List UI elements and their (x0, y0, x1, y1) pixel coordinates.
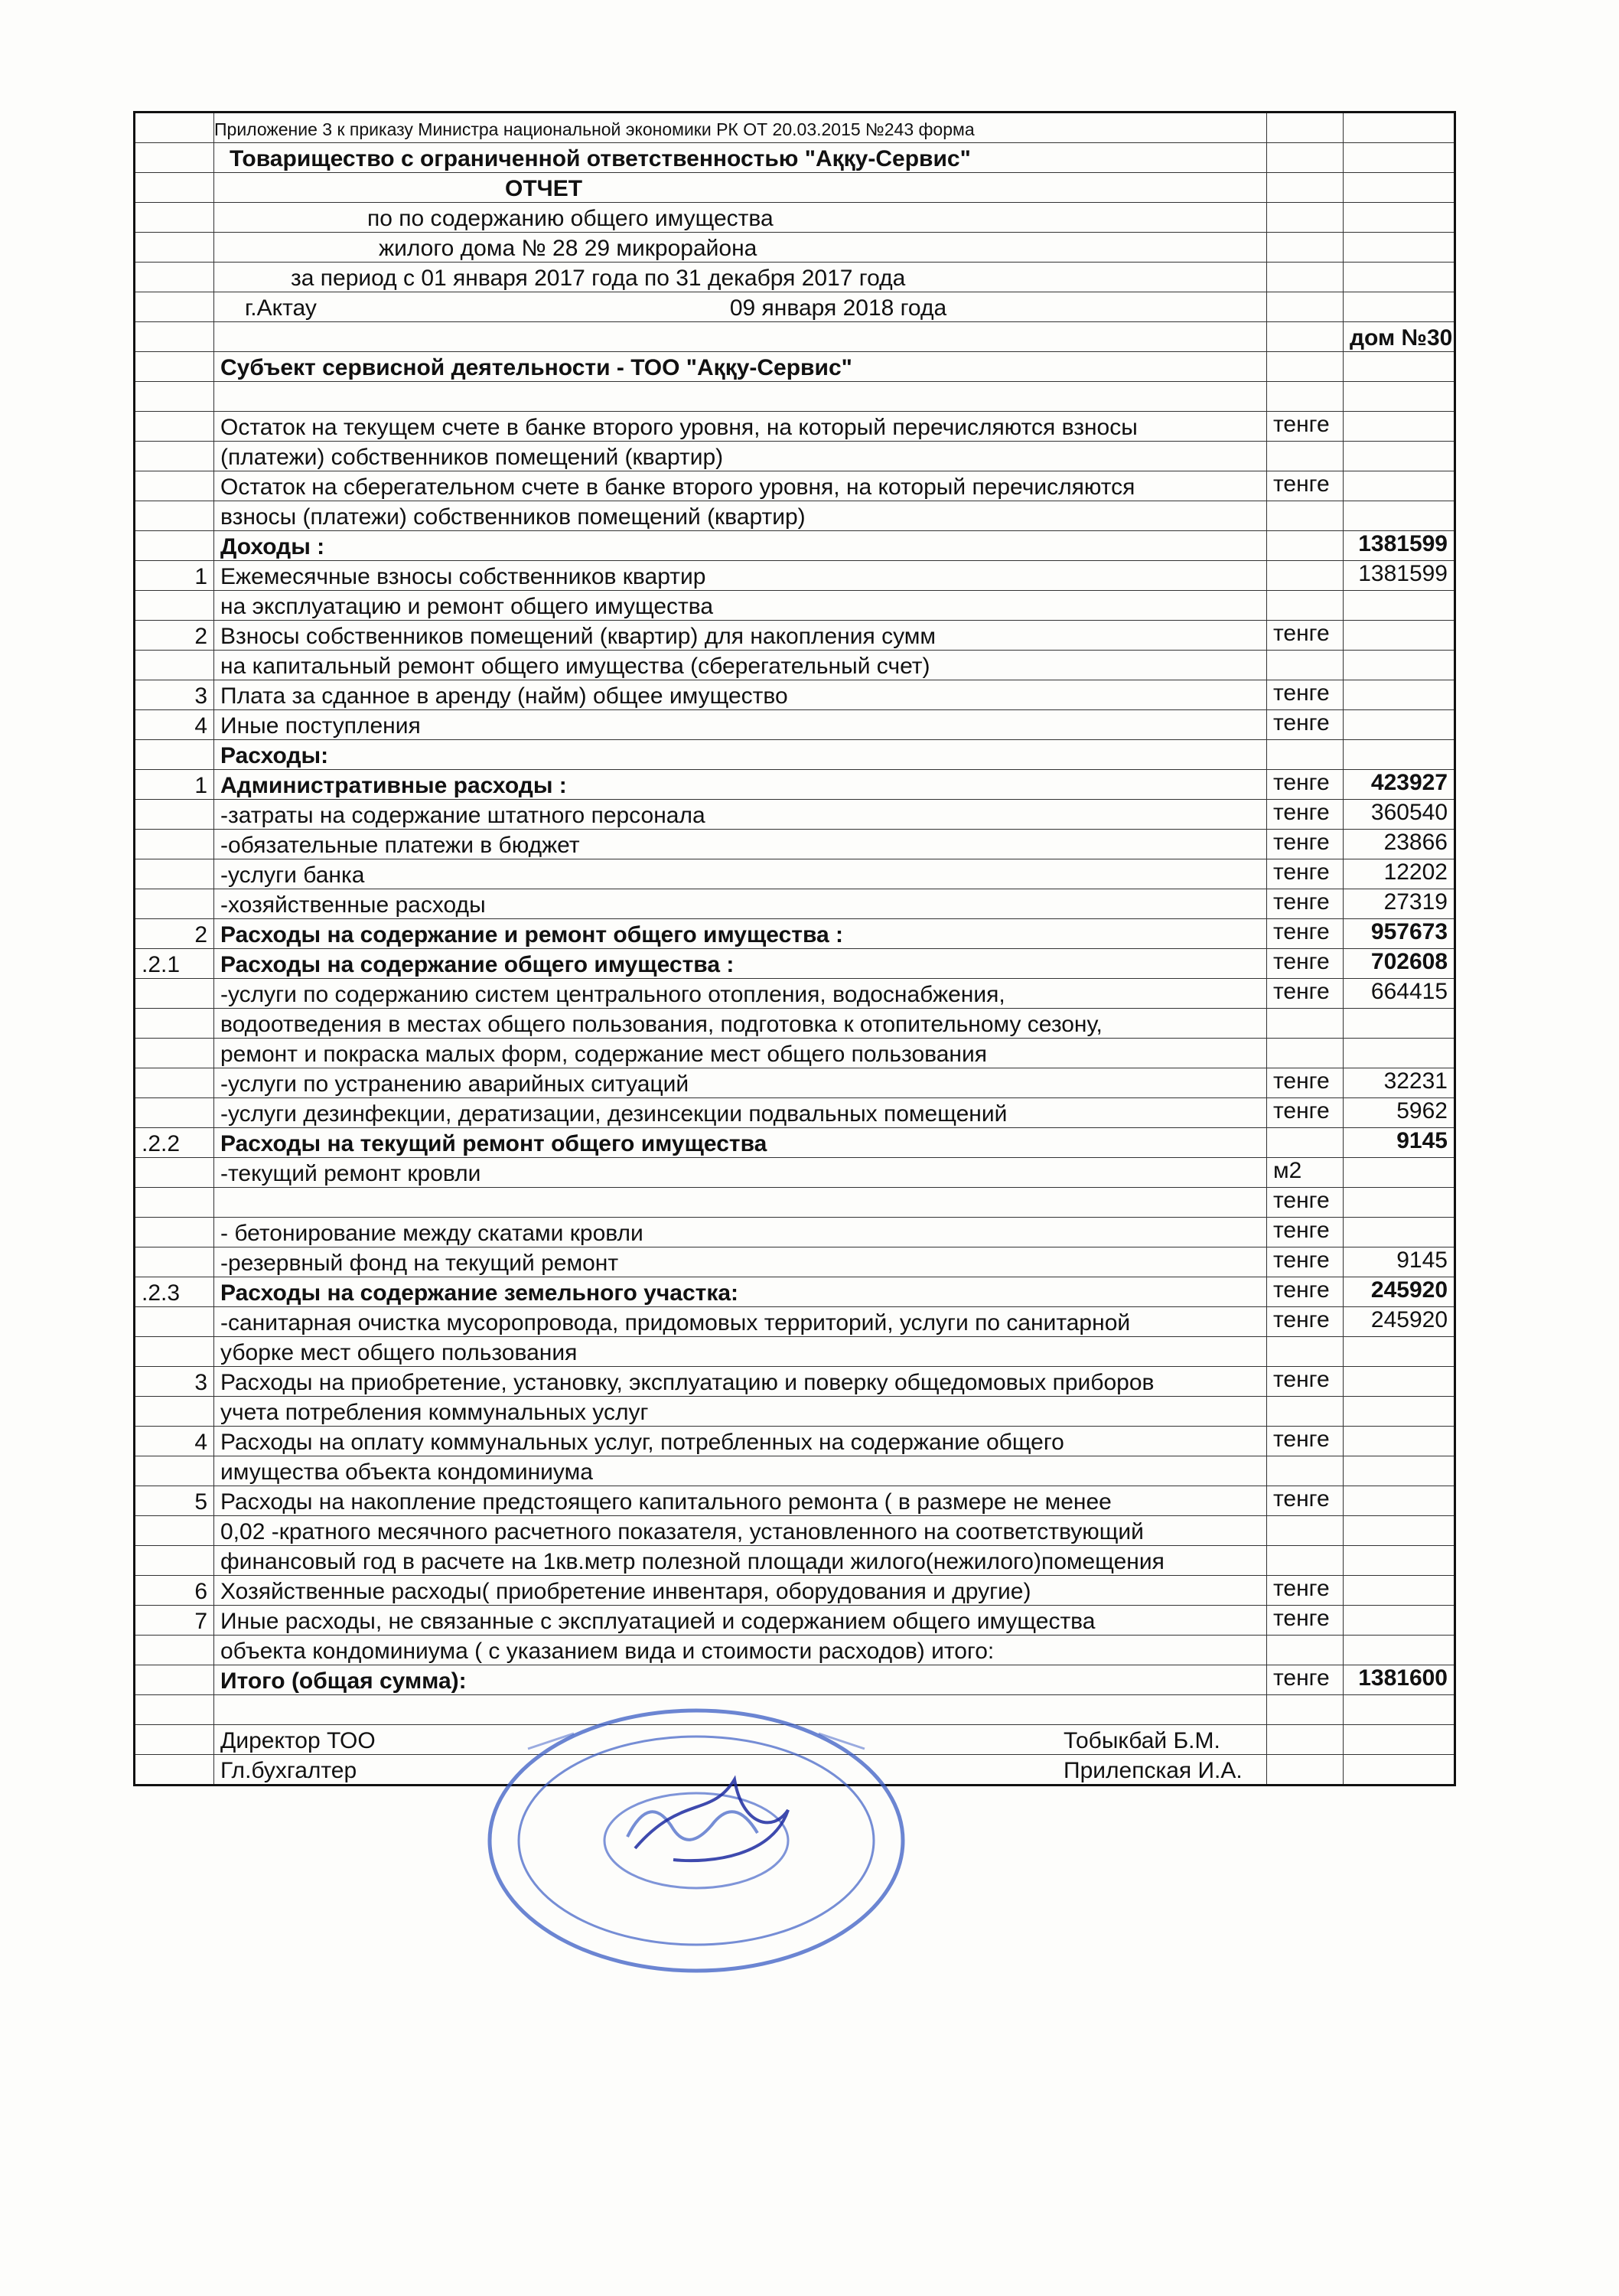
table-row (135, 1188, 1455, 1218)
row-unit (1267, 1546, 1344, 1576)
row-description: имущества объекта кондоминиума (214, 1456, 1267, 1486)
table-row (135, 1546, 1455, 1576)
table-row (135, 1606, 1455, 1636)
row-description: взносы (платежи) собственников помещений (квартир) (214, 501, 1267, 531)
table-row (135, 412, 1455, 442)
row-unit: тенге (1267, 1576, 1344, 1606)
row-value: 360540 (1344, 800, 1455, 830)
row-description: -услуги банка (214, 859, 1267, 889)
table-row (135, 651, 1455, 680)
row-number: 6 (135, 1576, 214, 1606)
row-description: -услуги дезинфекции, дератизации, дезинсекции подвальных помещений (214, 1098, 1267, 1128)
row-number: .2.2 (135, 1128, 214, 1158)
row-description: 0,02 -кратного месячного расчетного показателя, установленного на соответствующий (214, 1516, 1267, 1546)
row-description (214, 1188, 1267, 1218)
row-number (135, 382, 214, 412)
row-unit (1267, 591, 1344, 621)
row-value (1344, 412, 1455, 442)
row-number (135, 1397, 214, 1427)
table-row (135, 830, 1455, 859)
row-number: 7 (135, 1606, 214, 1636)
appendix-text: Приложение 3 к приказу Министра национальной экономики РК ОТ 20.03.2015 №243 форма (214, 113, 1267, 143)
row-unit: тенге (1267, 949, 1344, 979)
accountant-row (135, 1755, 1455, 1786)
row-value: 1381600 (1344, 1665, 1455, 1695)
row-value: 1381599 (1344, 531, 1455, 561)
row-value (1344, 1516, 1455, 1546)
row-number: 2 (135, 621, 214, 651)
row-description: Плата за сданное в аренду (найм) общее имущество (214, 680, 1267, 710)
row-value: 664415 (1344, 979, 1455, 1009)
row-number (135, 1218, 214, 1247)
row-description: учета потребления коммунальных услуг (214, 1397, 1267, 1427)
table-row (135, 1427, 1455, 1456)
row-unit: тенге (1267, 919, 1344, 949)
row-unit (1267, 1009, 1344, 1039)
signature-scribble (635, 1779, 788, 1861)
row-number (135, 1307, 214, 1337)
row-description: Остаток на текущем счете в банке второго уровня, на который перечисляются взносы (214, 412, 1267, 442)
row-unit (1267, 501, 1344, 531)
row-unit: тенге (1267, 680, 1344, 710)
appendix-row (135, 113, 1455, 143)
table-row (135, 710, 1455, 740)
row-description: Доходы : (214, 531, 1267, 561)
row-description: -затраты на содержание штатного персонала (214, 800, 1267, 830)
report-rows (135, 382, 1455, 1695)
row-description: финансовый год в расчете на 1кв.метр полезной площади жилого(нежилого)помещения (214, 1546, 1267, 1576)
report-title: ОТЧЕТ (214, 173, 1267, 203)
row-description: -услуги по содержанию систем центрального отопления, водоснабжения, (214, 979, 1267, 1009)
period-row (135, 263, 1455, 292)
row-number (135, 1665, 214, 1695)
row-value (1344, 1397, 1455, 1427)
row-value (1344, 1009, 1455, 1039)
row-number (135, 1456, 214, 1486)
row-value (1344, 1606, 1455, 1636)
table-row (135, 1665, 1455, 1695)
table-row (135, 621, 1455, 651)
row-unit: тенге (1267, 1427, 1344, 1456)
subtitle-row-2 (135, 233, 1455, 263)
report-subtitle-2: жилого дома № 28 29 микрорайона (214, 233, 1267, 263)
table-row (135, 561, 1455, 591)
row-unit (1267, 1128, 1344, 1158)
row-description (214, 382, 1267, 412)
row-unit: тенге (1267, 800, 1344, 830)
row-unit: тенге (1267, 1068, 1344, 1098)
row-number (135, 740, 214, 770)
row-unit (1267, 1456, 1344, 1486)
table-row (135, 1247, 1455, 1277)
row-unit (1267, 442, 1344, 471)
row-unit: тенге (1267, 471, 1344, 501)
row-description: Расходы на содержание общего имущества : (214, 949, 1267, 979)
table-row (135, 1158, 1455, 1188)
row-unit: тенге (1267, 830, 1344, 859)
report-body (135, 113, 1455, 382)
table-row (135, 501, 1455, 531)
row-unit (1267, 1337, 1344, 1367)
city-date-row (135, 292, 1455, 322)
city: г.Актау (245, 295, 317, 321)
row-description: Хозяйственные расходы( приобретение инвентаря, оборудования и другие) (214, 1576, 1267, 1606)
row-value (1344, 651, 1455, 680)
table-row (135, 919, 1455, 949)
row-unit (1267, 651, 1344, 680)
row-value: 245920 (1344, 1277, 1455, 1307)
row-value: 1381599 (1344, 561, 1455, 591)
row-number (135, 859, 214, 889)
table-row (135, 531, 1455, 561)
table-row (135, 949, 1455, 979)
row-description: на эксплуатацию и ремонт общего имущества (214, 591, 1267, 621)
row-description: объекта кондоминиума ( с указанием вида и стоимости расходов) итого: (214, 1636, 1267, 1665)
director-row (135, 1725, 1455, 1755)
row-value (1344, 442, 1455, 471)
row-unit: тенге (1267, 1277, 1344, 1307)
row-number (135, 1158, 214, 1188)
row-value: 23866 (1344, 830, 1455, 859)
row-number (135, 1337, 214, 1367)
row-description: - бетонирование между скатами кровли (214, 1218, 1267, 1247)
row-value (1344, 471, 1455, 501)
row-number (135, 1546, 214, 1576)
accountant-name: Прилепская И.А. (1064, 1758, 1243, 1783)
row-description: уборке мест общего пользования (214, 1337, 1267, 1367)
row-description: Расходы на текущий ремонт общего имущества (214, 1128, 1267, 1158)
row-number (135, 501, 214, 531)
row-unit: тенге (1267, 1486, 1344, 1516)
row-number (135, 830, 214, 859)
table-row (135, 1218, 1455, 1247)
row-value (1344, 501, 1455, 531)
empty-row (135, 1695, 1455, 1725)
row-value (1344, 1188, 1455, 1218)
row-value (1344, 1636, 1455, 1665)
row-description: Иные поступления (214, 710, 1267, 740)
house-number: дом №30 (1344, 322, 1455, 352)
row-number: 1 (135, 561, 214, 591)
house-row (135, 322, 1455, 352)
row-value (1344, 710, 1455, 740)
row-value: 9145 (1344, 1128, 1455, 1158)
row-value (1344, 1039, 1455, 1068)
table-row (135, 1068, 1455, 1098)
row-description: Расходы на содержание земельного участка: (214, 1277, 1267, 1307)
row-value: 27319 (1344, 889, 1455, 919)
table-row (135, 1367, 1455, 1397)
row-number: 3 (135, 680, 214, 710)
row-description: Ежемесячные взносы собственников квартир (214, 561, 1267, 591)
table-row (135, 1397, 1455, 1427)
row-unit: тенге (1267, 710, 1344, 740)
row-number: 1 (135, 770, 214, 800)
row-value (1344, 1486, 1455, 1516)
row-number (135, 979, 214, 1009)
row-description: -обязательные платежи в бюджет (214, 830, 1267, 859)
row-number (135, 1098, 214, 1128)
row-unit (1267, 531, 1344, 561)
row-number (135, 531, 214, 561)
row-number (135, 591, 214, 621)
row-number (135, 1068, 214, 1098)
row-unit: тенге (1267, 770, 1344, 800)
table-row (135, 800, 1455, 830)
row-unit: м2 (1267, 1158, 1344, 1188)
table-row (135, 1486, 1455, 1516)
row-unit: тенге (1267, 1367, 1344, 1397)
row-description: Взносы собственников помещений (квартир) для накопления сумм (214, 621, 1267, 651)
row-value (1344, 1546, 1455, 1576)
row-description: водоотведения в местах общего пользования, подготовка к отопительному сезону, (214, 1009, 1267, 1039)
row-value (1344, 1367, 1455, 1397)
table-row (135, 1098, 1455, 1128)
row-value: 245920 (1344, 1307, 1455, 1337)
table-row (135, 1636, 1455, 1665)
report-period: за период с 01 января 2017 года по 31 декабря 2017 года (214, 263, 1267, 292)
director-label: Директор ТОО (220, 1728, 376, 1753)
row-unit: тенге (1267, 1606, 1344, 1636)
table-row (135, 889, 1455, 919)
row-value (1344, 1158, 1455, 1188)
row-value (1344, 382, 1455, 412)
row-description: ремонт и покраска малых форм, содержание мест общего пользования (214, 1039, 1267, 1068)
company-name: Товарищество с ограниченной ответственностью "Аққу-Сервис" (214, 143, 1267, 173)
row-value (1344, 740, 1455, 770)
director-name: Тобыкбай Б.М. (1064, 1728, 1220, 1753)
row-number (135, 1039, 214, 1068)
row-unit: тенге (1267, 1307, 1344, 1337)
row-number: 4 (135, 1427, 214, 1456)
row-number (135, 889, 214, 919)
table-row (135, 1337, 1455, 1367)
table-row (135, 1456, 1455, 1486)
row-description: Расходы на накопление предстоящего капитального ремонта ( в размере не менее (214, 1486, 1267, 1516)
row-value: 957673 (1344, 919, 1455, 949)
row-number: 3 (135, 1367, 214, 1397)
table-row (135, 442, 1455, 471)
signature-block (135, 1695, 1455, 1786)
row-value (1344, 1576, 1455, 1606)
table-row (135, 1516, 1455, 1546)
row-number (135, 1188, 214, 1218)
row-value: 12202 (1344, 859, 1455, 889)
report-table (133, 111, 1456, 1786)
row-unit: тенге (1267, 1665, 1344, 1695)
row-number: .2.1 (135, 949, 214, 979)
table-row (135, 471, 1455, 501)
row-value (1344, 1337, 1455, 1367)
row-value: 702608 (1344, 949, 1455, 979)
table-row (135, 740, 1455, 770)
row-description: на капитальный ремонт общего имущества (сберегательный счет) (214, 651, 1267, 680)
row-description: -санитарная очистка мусоропровода, придомовых территорий, услуги по санитарной (214, 1307, 1267, 1337)
table-row (135, 1128, 1455, 1158)
row-value (1344, 1456, 1455, 1486)
accountant-label: Гл.бухгалтер (220, 1758, 357, 1783)
row-value (1344, 591, 1455, 621)
table-row (135, 382, 1455, 412)
report-date: 09 января 2018 года (729, 295, 947, 321)
row-unit: тенге (1267, 979, 1344, 1009)
row-unit (1267, 1636, 1344, 1665)
row-unit: тенге (1267, 621, 1344, 651)
service-subject: Субъект сервисной деятельности - ТОО "Аққу-Сервис" (214, 352, 1267, 382)
row-unit (1267, 561, 1344, 591)
report-subtitle-1: по по содержанию общего имущества (214, 203, 1267, 233)
row-unit (1267, 1516, 1344, 1546)
row-description: Расходы: (214, 740, 1267, 770)
row-number (135, 442, 214, 471)
row-description: Административные расходы : (214, 770, 1267, 800)
row-number (135, 651, 214, 680)
row-description: Иные расходы, не связанные с эксплуатацией и содержанием общего имущества (214, 1606, 1267, 1636)
row-value: 5962 (1344, 1098, 1455, 1128)
row-description: -услуги по устранению аварийных ситуаций (214, 1068, 1267, 1098)
row-unit: тенге (1267, 1247, 1344, 1277)
table-row (135, 1039, 1455, 1068)
row-value (1344, 1218, 1455, 1247)
row-unit (1267, 1039, 1344, 1068)
table-row (135, 680, 1455, 710)
row-description: Расходы на приобретение, установку, эксплуатацию и поверку общедомовых приборов (214, 1367, 1267, 1397)
row-number (135, 1247, 214, 1277)
row-number (135, 800, 214, 830)
row-description: -текущий ремонт кровли (214, 1158, 1267, 1188)
row-unit (1267, 740, 1344, 770)
table-row (135, 1576, 1455, 1606)
row-value: 9145 (1344, 1247, 1455, 1277)
company-row (135, 143, 1455, 173)
row-number: 4 (135, 710, 214, 740)
row-number: 2 (135, 919, 214, 949)
table-row (135, 1009, 1455, 1039)
row-value: 423927 (1344, 770, 1455, 800)
row-unit: тенге (1267, 1098, 1344, 1128)
row-description: -резервный фонд на текущий ремонт (214, 1247, 1267, 1277)
table-row (135, 1277, 1455, 1307)
row-unit: тенге (1267, 859, 1344, 889)
row-unit: тенге (1267, 1218, 1344, 1247)
row-number: 5 (135, 1486, 214, 1516)
row-unit (1267, 1397, 1344, 1427)
row-description: (платежи) собственников помещений (квартир) (214, 442, 1267, 471)
row-description: Остаток на сберегательном счете в банке второго уровня, на который перечисляются (214, 471, 1267, 501)
row-value (1344, 680, 1455, 710)
row-number (135, 471, 214, 501)
row-unit: тенге (1267, 412, 1344, 442)
row-value (1344, 1427, 1455, 1456)
row-number (135, 412, 214, 442)
row-value: 32231 (1344, 1068, 1455, 1098)
row-unit: тенге (1267, 889, 1344, 919)
subject-row (135, 352, 1455, 382)
row-description: Расходы на оплату коммунальных услуг, потребленных на содержание общего (214, 1427, 1267, 1456)
row-description: Расходы на содержание и ремонт общего имущества : (214, 919, 1267, 949)
row-number (135, 1636, 214, 1665)
title-row (135, 173, 1455, 203)
table-row (135, 979, 1455, 1009)
table-row (135, 591, 1455, 621)
row-value (1344, 621, 1455, 651)
row-unit: тенге (1267, 1188, 1344, 1218)
row-description: Итого (общая сумма): (214, 1665, 1267, 1695)
table-row (135, 1307, 1455, 1337)
row-unit (1267, 382, 1344, 412)
subtitle-row-1 (135, 203, 1455, 233)
table-row (135, 770, 1455, 800)
row-description: -хозяйственные расходы (214, 889, 1267, 919)
row-number (135, 1516, 214, 1546)
row-number: .2.3 (135, 1277, 214, 1307)
table-row (135, 859, 1455, 889)
row-number (135, 1009, 214, 1039)
